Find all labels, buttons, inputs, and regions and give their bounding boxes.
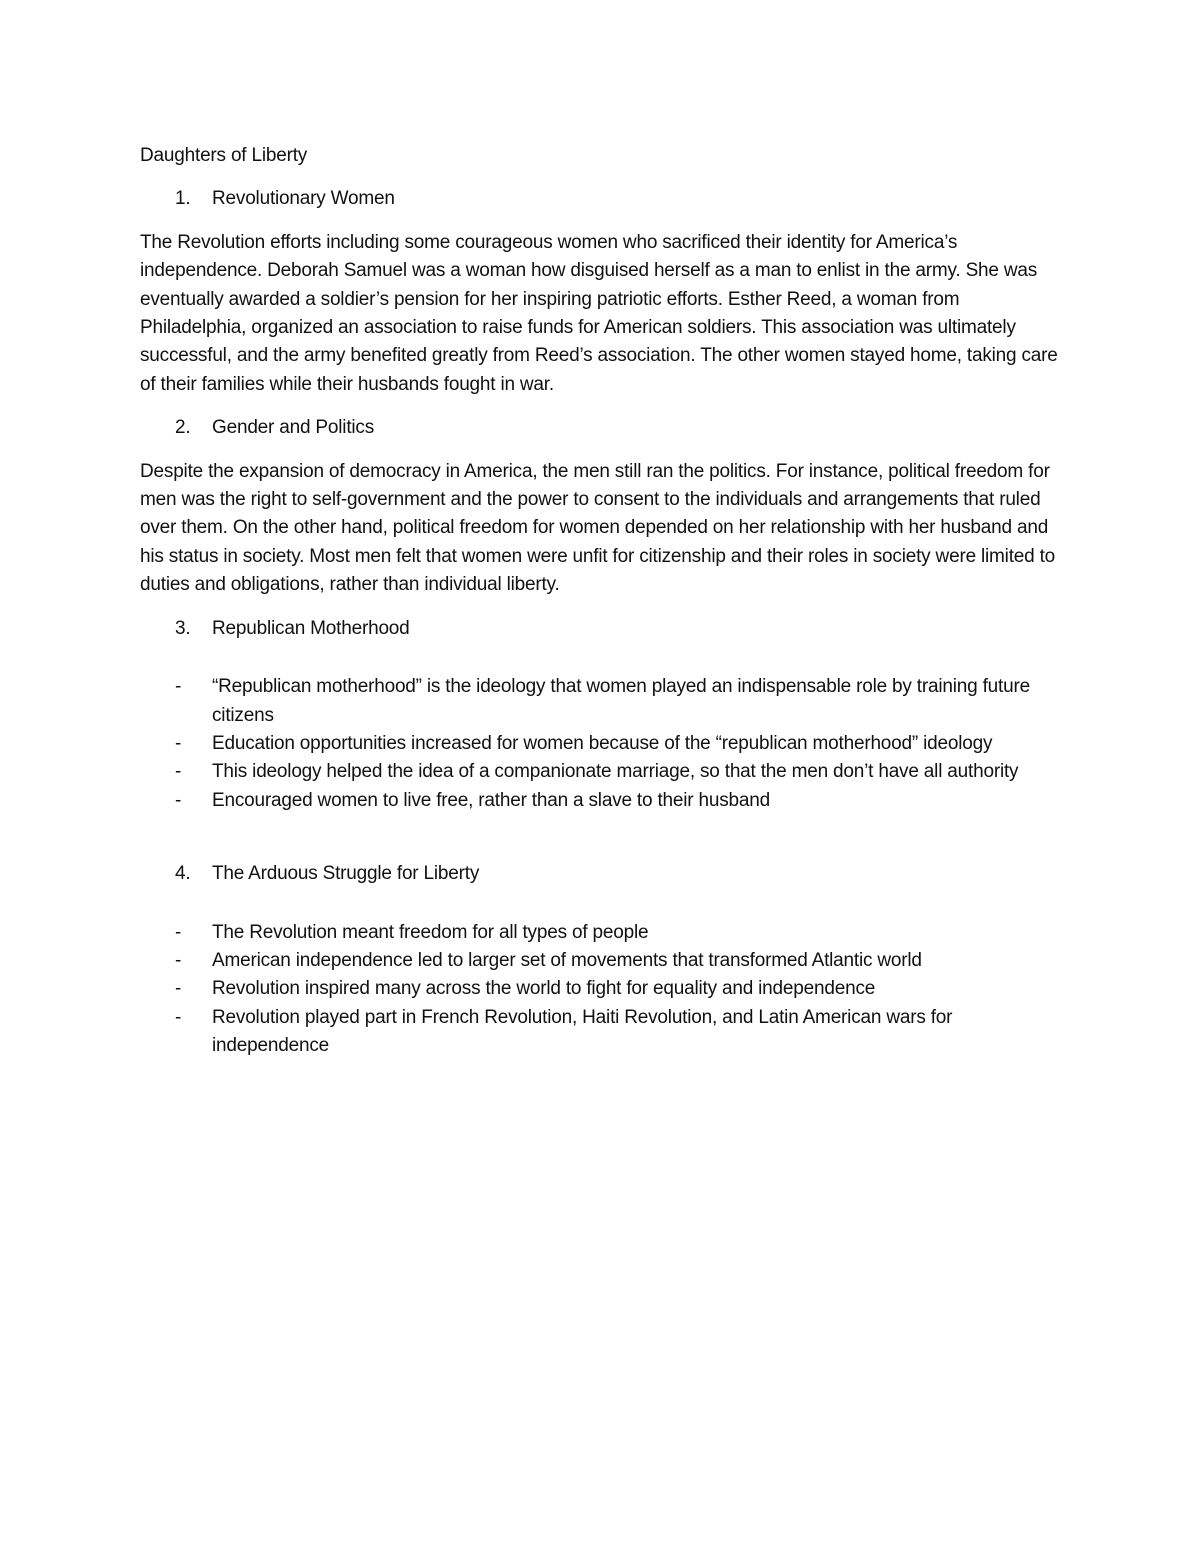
section-number: 3. xyxy=(175,617,191,639)
bullet-text: This ideology helped the idea of a companionate marriage, so that the men don’t have all authority xyxy=(212,761,1019,783)
list-item xyxy=(140,758,1070,786)
section-paragraph-2: Despite the expansion of democracy in America, the men still ran the politics. For instance, political freedom for men was the right to self-government and the power to consent to the individuals and arrangements that ruled over them. On the other hand, political freedom for women depended on her relationship with her husband and his status in society. Most men felt that women were unfit for citizenship and their roles in society were limited to duties and obligations, rather than individual liberty. xyxy=(140,460,1056,596)
document-body xyxy=(140,142,1070,1061)
section-heading-1 xyxy=(140,185,1070,213)
section-title: Gender and Politics xyxy=(212,417,375,439)
bullet-text: Revolution inspired many across the world to fight for equality and independence xyxy=(212,978,876,1000)
bullet-dash: - xyxy=(175,732,182,754)
bullet-dash: - xyxy=(175,761,182,783)
section-number: 2. xyxy=(175,417,191,439)
bullet-text: Revolution played part in French Revolution, Haiti Revolution, and Latin American wars for independence xyxy=(212,1006,953,1057)
section-heading-2 xyxy=(140,414,1070,442)
document-title: Daughters of Liberty xyxy=(140,145,308,166)
bullet-dash: - xyxy=(175,921,182,943)
bullet-dash: - xyxy=(175,789,182,811)
section-number: 1. xyxy=(175,188,191,210)
list-item xyxy=(140,947,1070,975)
bullet-text: Education opportunities increased for women because of the “republican motherhood” ideology xyxy=(212,732,993,754)
list-item xyxy=(140,975,1070,1003)
section-title: Revolutionary Women xyxy=(212,188,395,210)
bullet-dash: - xyxy=(175,676,182,698)
bullet-dash: - xyxy=(175,949,182,971)
list-item xyxy=(140,787,1070,815)
list-item xyxy=(140,673,1070,730)
bullet-text: American independence led to larger set of movements that transformed Atlantic world xyxy=(212,949,922,971)
bullet-dash: - xyxy=(175,978,182,1000)
bullet-dash: - xyxy=(175,1006,182,1028)
bullet-text: The Revolution meant freedom for all types of people xyxy=(212,921,649,943)
section-paragraph-1: The Revolution efforts including some courageous women who sacrificed their identity for America’s independence. Deborah Samuel was a woman how disguised herself as a man to enlist in the army. She was eventually awarded a soldier’s pension for her inspiring patriotic efforts. Esther Reed, a woman from Philadelphia, organized an association to raise funds for American soldiers. This association was ultimately successful, and the army benefited greatly from Reed’s association. The other women stayed home, taking care of their families while their husbands fought in war. xyxy=(140,231,1058,395)
list-item xyxy=(140,730,1070,758)
section-title: The Arduous Struggle for Liberty xyxy=(212,863,480,885)
section-title: Republican Motherhood xyxy=(212,617,410,639)
bullet-list-4 xyxy=(140,919,1070,1061)
list-item xyxy=(140,919,1070,947)
bullet-text: Encouraged women to live free, rather than a slave to their husband xyxy=(212,789,771,811)
section-number: 4. xyxy=(175,863,191,885)
bullet-text: “Republican motherhood” is the ideology that women played an indispensable role by training future citizens xyxy=(212,676,1030,726)
section-heading-4 xyxy=(140,860,1070,888)
bullet-list-3 xyxy=(140,673,1070,815)
list-item xyxy=(140,1004,1070,1061)
section-heading-3 xyxy=(140,615,1070,643)
